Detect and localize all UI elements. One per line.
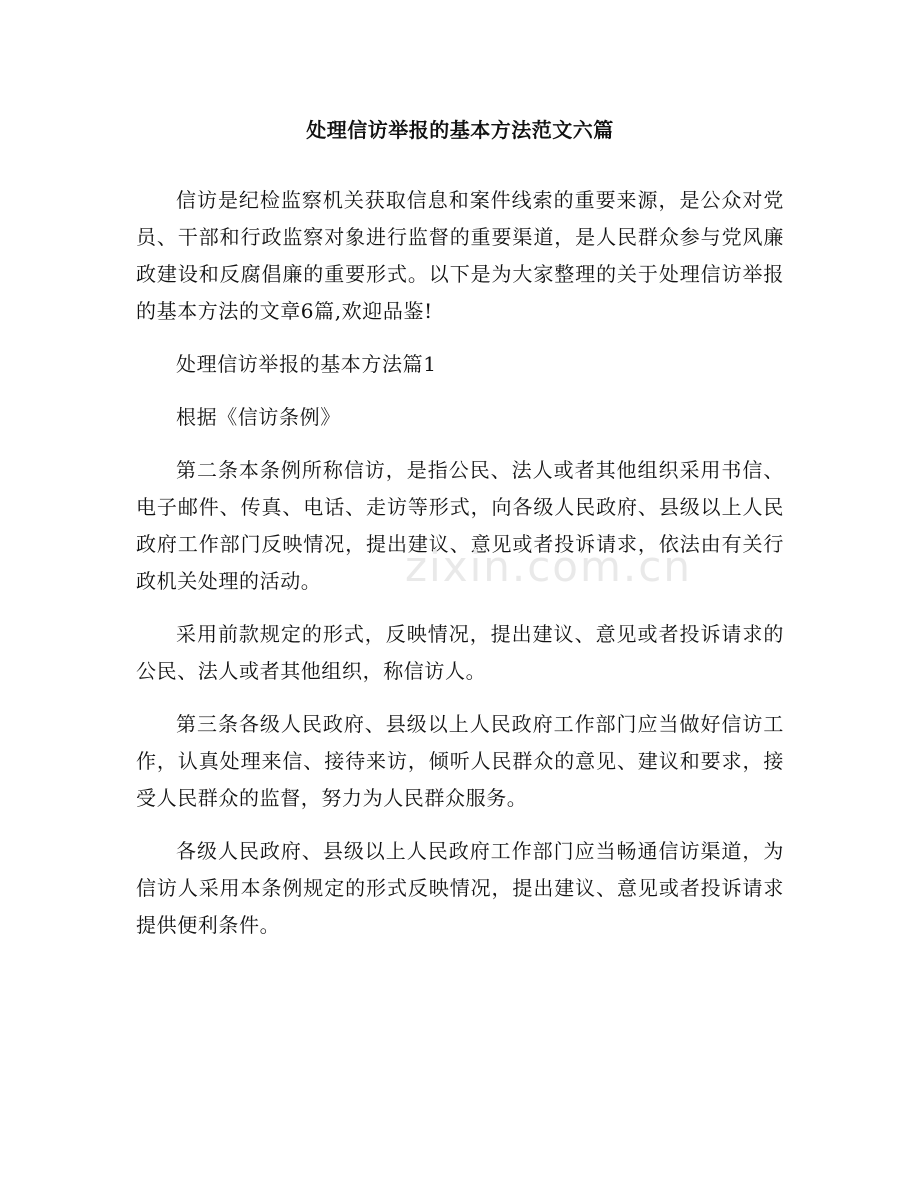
paragraph-article-3-cont: 各级人民政府、县级以上人民政府工作部门应当畅通信访渠道，为信访人采用本条例规定的形式反映情况，提出建议、意见或者投诉请求提供便利条件。: [136, 839, 784, 937]
watermark-logo: zixin.com.cn: [405, 542, 692, 591]
paragraph-article-3: 第三条各级人民政府、县级以上人民政府工作部门应当做好信访工作，认真处理来信、接待来访，倾听人民群众的意见、建议和要求，接受人民群众的监督，努力为人民群众服务。: [136, 712, 784, 810]
document-title: 处理信访举报的基本方法范文六篇: [306, 118, 614, 142]
paragraph-section-heading: 处理信访举报的基本方法篇1: [176, 352, 437, 376]
paragraph-article-2-cont: 采用前款规定的形式，反映情况，提出建议、意见或者投诉请求的公民、法人或者其他组织，称信访人。: [136, 622, 784, 683]
paragraph-article-2: 第二条本条例所称信访，是指公民、法人或者其他组织采用书信、电子邮件、传真、电话、走访等形式，向各级人民政府、县级以上人民政府工作部门反映情况，提出建议、意见或者投诉请求，依法由有关行政机关处理的活动。: [136, 458, 784, 593]
paragraph-intro: 信访是纪检监察机关获取信息和案件线索的重要来源，是公众对党员、干部和行政监察对象进行监督的重要渠道，是人民群众参与党风廉政建设和反腐倡廉的重要形式。以下是为大家整理的关于处理信访举报的基本方法的文章6篇,欢迎品鉴!: [136, 188, 784, 323]
paragraph-reference: 根据《信访条例》: [176, 405, 341, 429]
